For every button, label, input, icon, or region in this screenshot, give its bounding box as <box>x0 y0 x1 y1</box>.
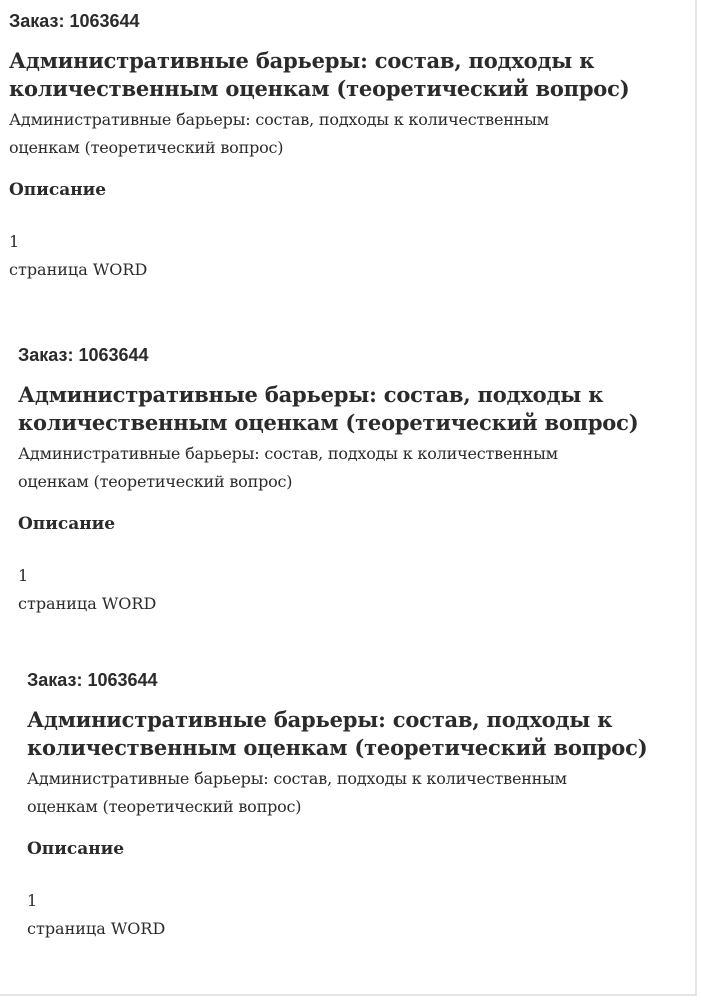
order-subtitle-line: оценкам (теоретический вопрос) <box>18 472 293 491</box>
order-subtitle <box>9 106 649 162</box>
order-number: Заказ: 1063644 <box>18 345 149 365</box>
order-subtitle <box>18 440 658 496</box>
page-unit: страница WORD <box>9 260 148 279</box>
page-count: 1 <box>9 232 20 251</box>
order-title <box>9 47 649 103</box>
order-number: Заказ: 1063644 <box>27 670 158 690</box>
order-subtitle-line: Административные барьеры: состав, подходы к количественным <box>18 444 558 463</box>
order-title-line: количественным оценкам (теоретический вопрос) <box>27 735 648 760</box>
order-card <box>18 342 658 618</box>
order-title-line: Административные барьеры: состав, подходы к <box>9 48 595 73</box>
order-subtitle-line: оценкам (теоретический вопрос) <box>27 797 302 816</box>
order-subtitle <box>27 765 667 821</box>
order-number: Заказ: 1063644 <box>9 11 140 31</box>
order-title-line: количественным оценкам (теоретический вопрос) <box>9 76 630 101</box>
order-title-line: количественным оценкам (теоретический вопрос) <box>18 410 639 435</box>
order-title <box>18 381 658 437</box>
order-title-line: Административные барьеры: состав, подходы к <box>18 382 604 407</box>
order-card <box>27 667 667 943</box>
description-heading: Описание <box>18 514 116 534</box>
order-subtitle-line: оценкам (теоретический вопрос) <box>9 138 284 157</box>
page-unit: страница WORD <box>18 594 157 613</box>
page-count: 1 <box>27 891 38 910</box>
order-title <box>27 706 667 762</box>
order-title-line: Административные барьеры: состав, подходы к <box>27 707 613 732</box>
description-heading: Описание <box>27 839 125 859</box>
order-card <box>9 8 649 284</box>
description-heading: Описание <box>9 180 107 200</box>
order-subtitle-line: Административные барьеры: состав, подходы к количественным <box>9 110 549 129</box>
order-subtitle-line: Административные барьеры: состав, подходы к количественным <box>27 769 567 788</box>
page-unit: страница WORD <box>27 919 166 938</box>
page-count: 1 <box>18 566 29 585</box>
